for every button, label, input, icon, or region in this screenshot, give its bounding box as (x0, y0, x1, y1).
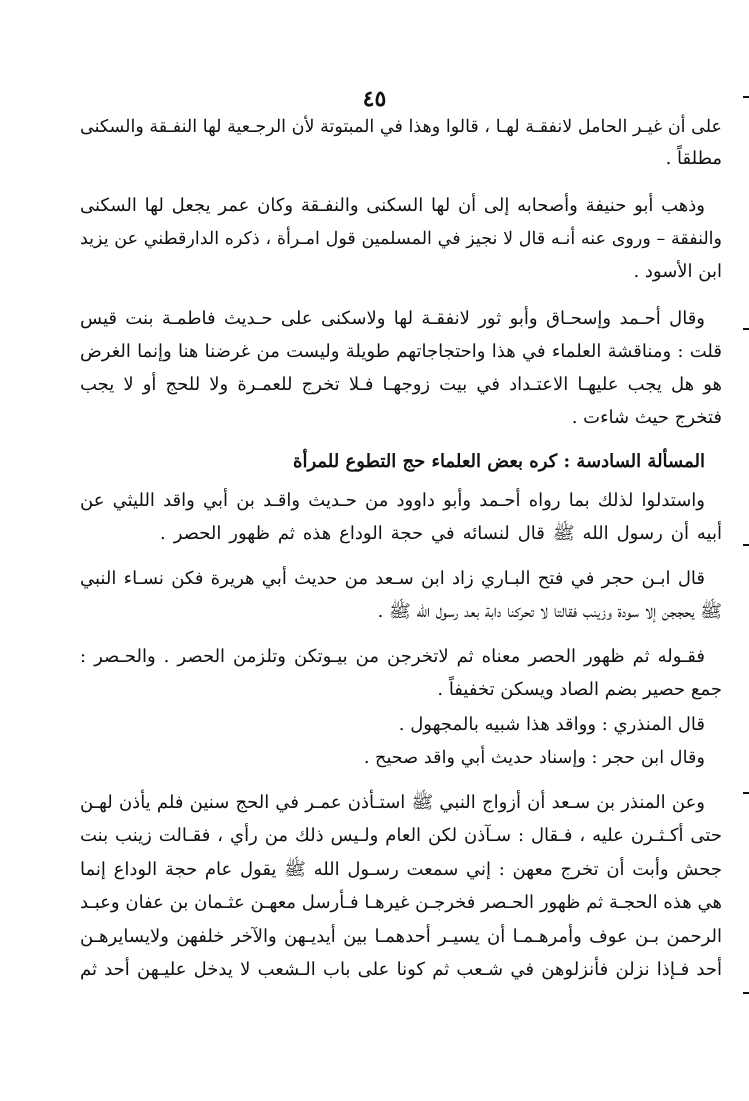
text-line: هو هل يجب عليهـا الاعتـداد في بيت زوجهـا فـلا تخرج للعمـرة ولا للحج أو لا يجب (80, 374, 722, 395)
margin-tick-mark (743, 544, 749, 546)
text-line: قال المنذري : وواقد هذا شبيه بالمجهول . (398, 714, 705, 735)
text-line: فقـوله ثم ظهور الحصر معناه ثم لاتخرجن من بيـوتكن وتلزمن الحصر . والحـصر : (80, 646, 705, 667)
text-line: ﷺ يحججن إلا سودة وزينب فقالتا لا تحركنا دابة بعد رسول الله ﷺ . (377, 601, 722, 622)
text-line: وعن المنذر بن سـعد أن أزواج النبي ﷺ استـأذن عمـر في الحج سنين فلم يأذن لهـن (80, 792, 705, 813)
text-line: وقال ابن حجر : وإسناد حديث أبي واقد صحيح . (363, 748, 705, 768)
text-line: والنفقة – وروى عنه أنـه قال لا نجيز في المسلمين قول امـرأة ، ذكره الدارقطني عن يزيد (80, 229, 722, 249)
text-line: ابن الأسود . (633, 261, 722, 282)
text-line: جحش وأبت أن تخرج معهن : إني سمعت رسـول الله ﷺ يقول عام حجة الوداع إنما (80, 859, 722, 880)
text-line: وقال أحـمد وإسحـاق وأبو ثور لانفقـة لها ولاسكنى على حـديث فاطمـة بنت قيس (80, 308, 705, 329)
text-line: على أن غيـر الحامل لانفقـة لهـا ، قالوا وهذا في المبتوتة لأن الرجـعية لها النفـقة والسكنى (80, 117, 722, 137)
margin-tick-mark (743, 792, 749, 794)
page-number: ٤٥ (362, 86, 387, 112)
text-line: الرحمن بـن عوف وأمرهـمـا أن يسيـر أحدهمـا بين أيديـهن والآخر خلفهن ولايسايرهـن (80, 926, 722, 947)
text-line: أبيه أن رسول الله ﷺ قال لنسائه في حجة الوداع هذه ثم ظهور الحصر . (160, 523, 722, 544)
section-heading-line: المسألة السادسة : كره بعض العلماء حج التطوع للمرأة (293, 451, 705, 472)
text-line: حتى أكـثـرن عليه ، فـقال : سـآذن لكن العام ولـيس ذلك من رأي ، فقـالت زينب بنت (80, 825, 722, 846)
margin-tick-mark (743, 992, 749, 994)
text-line: هي هذه الحجـة ثم ظهور الحـصر فخرجـن غيرهـا فـأرسل معهـن عثـمان بن عفان وعبـد (80, 892, 722, 913)
text-line: جمع حصير بضم الصاد ويسكن تخفيفاً . (437, 679, 722, 700)
text-line: مطلقاً . (665, 148, 722, 169)
text-line: وذهب أبو حنيفة وأصحابه إلى أن لها السكنى والنفـقة وكان عمر يجعل لها السكنى (80, 195, 705, 216)
text-line: أحد فـإذا نزلن فأنزلوهن في شـعب ثم كونا على باب الـشعب لا يدخل عليـهن أحد ثم (80, 959, 722, 980)
text-line: قال ابـن حجر في فتح البـاري زاد ابن سـعد من حديث أبي هريرة فكن نسـاء النبي (80, 568, 705, 589)
margin-tick-mark (743, 96, 749, 98)
margin-tick-mark (743, 328, 749, 330)
text-line: قلت : ومناقشة العلماء في هذا واحتجاجاتهم طويلة وليست من غرضنا هنا وإنما الغرض (80, 341, 722, 362)
text-line: فتخرج حيث شاءت . (571, 407, 722, 428)
text-line: واستدلوا لذلك بما رواه أحـمد وأبو داوود من حـديث واقـد بن أبي واقد الليثي عن (80, 490, 705, 511)
